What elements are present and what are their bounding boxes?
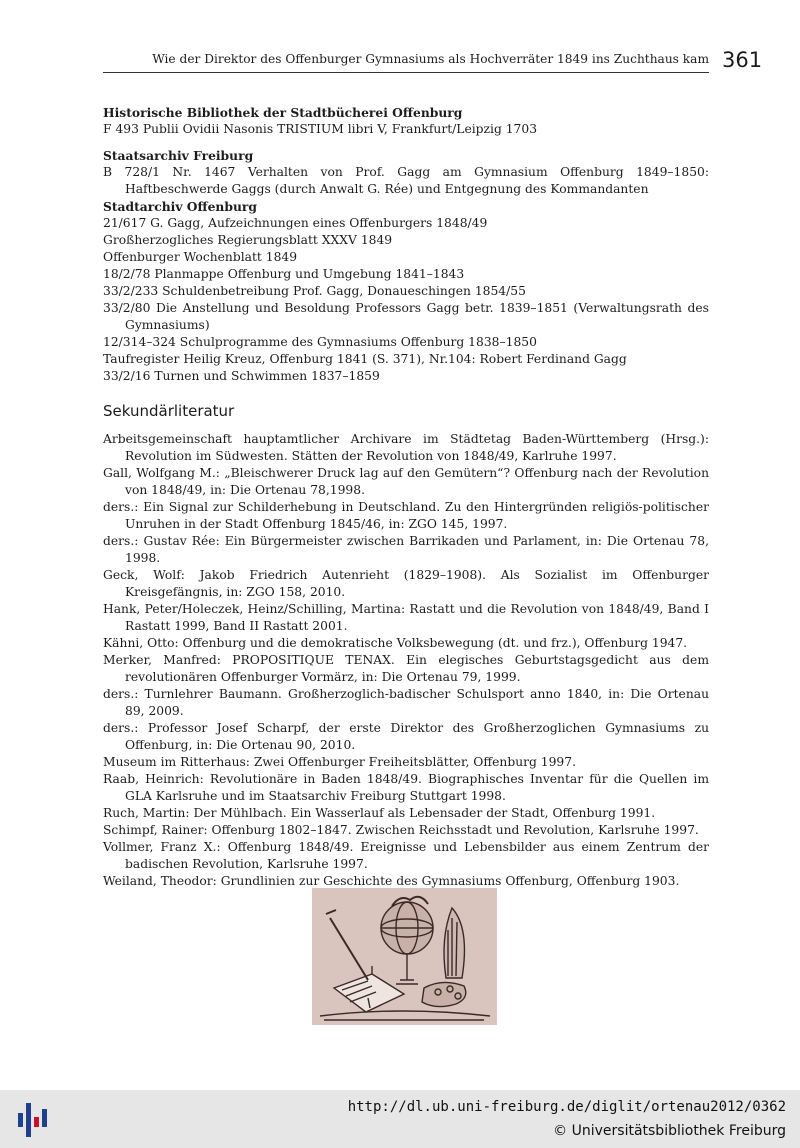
running-header-title: Wie der Direktor des Offenburger Gymnasiums als Hochverräter 1849 ins Zuchthaus kam — [152, 52, 709, 66]
archive-block — [103, 198, 709, 385]
bibliography-entry: Geck, Wolf: Jakob Friedrich Autenrieht (1829–1908). Als Sozialist im Offenburger Kreisgefängnis, in: ZGO 158, 2010. — [103, 568, 709, 599]
archive-title: Staatsarchiv Freiburg — [103, 148, 254, 163]
vignette-globe-book-icon — [312, 888, 497, 1025]
bibliography-entry: Schimpf, Rainer: Offenburg 1802–1847. Zwischen Reichsstadt und Revolution, Karlsruhe 1997. — [103, 823, 699, 837]
running-header — [103, 48, 709, 73]
archive-line: B 728/1 Nr. 1467 Verhalten von Prof. Gagg am Gymnasium Offenburg 1849–1850: Haftbeschwerde Gaggs (durch Anwalt G. Rée) und Entgegnung des Kommandanten — [103, 165, 709, 196]
footer-url-link[interactable]: http://dl.ub.uni-freiburg.de/diglit/ortenau2012/0362 — [347, 1099, 786, 1115]
bibliography-entry: ders.: Gustav Rée: Ein Bürgermeister zwischen Barrikaden und Parlament, in: Die Ortenau 78, 1998. — [103, 534, 709, 565]
archive-line: 18/2/78 Planmappe Offenburg und Umgebung 1841–1843 — [103, 267, 465, 281]
bibliography-entry: Raab, Heinrich: Revolutionäre in Baden 1848/49. Biographisches Inventar für die Quellen im GLA Karlsruhe und im Staatsarchiv Freiburg Stuttgart 1998. — [103, 772, 709, 803]
archive-line: 21/617 G. Gagg, Aufzeichnungen eines Offenburgers 1848/49 — [103, 216, 488, 230]
page-content — [103, 104, 709, 890]
archive-title: Historische Bibliothek der Stadtbücherei Offenburg — [103, 105, 463, 120]
archive-line: F 493 Publii Ovidii Nasonis TRISTIUM libri V, Frankfurt/Leipzig 1703 — [103, 122, 538, 136]
archive-block — [103, 104, 709, 138]
bibliography-entry: Hank, Peter/Holeczek, Heinz/Schilling, Martina: Rastatt und die Revolution von 1848/49, Band I Rastatt 1999, Band II Rastatt 2001. — [103, 602, 709, 633]
library-logo-icon — [14, 1099, 54, 1139]
bibliography-entry: ders.: Turnlehrer Baumann. Großherzoglich-badischer Schulsport anno 1840, in: Die Ortenau 89, 2009. — [103, 687, 709, 718]
footer-bar — [0, 1090, 800, 1148]
bibliography-entry: ders.: Ein Signal zur Schilderhebung in Deutschland. Zu den Hintergründen religiös-politischer Unruhen in der Stadt Offenburg 1845/46, in: ZGO 145, 1997. — [103, 500, 709, 531]
section-heading: Sekundärliteratur — [103, 402, 235, 420]
bibliography-list — [103, 431, 709, 890]
bibliography-entry: ders.: Professor Josef Scharpf, der erste Direktor des Großherzoglichen Gymnasiums zu Offenburg, in: Die Ortenau 90, 2010. — [103, 721, 709, 752]
archive-block — [103, 147, 709, 198]
bibliography-entry: Museum im Ritterhaus: Zwei Offenburger Freiheitsblätter, Offenburg 1997. — [103, 755, 576, 769]
bibliography-entry: Weiland, Theodor: Grundlinien zur Geschichte des Gymnasiums Offenburg, Offenburg 1903. — [103, 874, 680, 888]
archive-line: Großherzogliches Regierungsblatt XXXV 1849 — [103, 233, 393, 247]
archive-line: Offenburger Wochenblatt 1849 — [103, 250, 298, 264]
archive-line: 33/2/80 Die Anstellung und Besoldung Professors Gagg betr. 1839–1851 (Verwaltungsrath des Gymnasiums) — [103, 301, 709, 332]
archive-line: 33/2/16 Turnen und Schwimmen 1837–1859 — [103, 369, 380, 383]
bibliography-entry: Ruch, Martin: Der Mühlbach. Ein Wasserlauf als Lebensader der Stadt, Offenburg 1991. — [103, 806, 656, 820]
archive-line: 12/314–324 Schulprogramme des Gymnasiums Offenburg 1838–1850 — [103, 335, 537, 349]
archive-line: Taufregister Heilig Kreuz, Offenburg 1841 (S. 371), Nr.104: Robert Ferdinand Gagg — [103, 352, 627, 366]
vignette-illustration — [312, 888, 497, 1025]
footer-copyright: © Universitätsbibliothek Freiburg — [553, 1123, 786, 1139]
bibliography-entry: Arbeitsgemeinschaft hauptamtlicher Archivare im Städtetag Baden-Württemberg (Hrsg.): Revolution im Südwesten. Stätten der Revolution von 1848/49, Karlruhe 1997. — [103, 432, 709, 463]
page-number: 361 — [722, 48, 763, 72]
archive-title: Stadtarchiv Offenburg — [103, 199, 257, 214]
bibliography-entry: Merker, Manfred: PROPOSITIQUE TENAX. Ein elegisches Geburtstagsgedicht aus dem revolutionären Offenburger Vormärz, in: Die Ortenau 79, 1999. — [103, 653, 709, 684]
archive-line: 33/2/233 Schuldenbetreibung Prof. Gagg, Donaueschingen 1854/55 — [103, 284, 526, 298]
bibliography-entry: Gall, Wolfgang M.: „Bleischwerer Druck lag auf den Gemütern“? Offenburg nach der Revolution von 1848/49, in: Die Ortenau 78,1998. — [103, 466, 709, 497]
bibliography-entry: Vollmer, Franz X.: Offenburg 1848/49. Ereignisse und Lebensbilder aus einem Zentrum der badischen Revolution, Karlsruhe 1997. — [103, 840, 709, 871]
bibliography-entry: Kähni, Otto: Offenburg und die demokratische Volksbewegung (dt. und frz.), Offenburg 1947. — [103, 636, 688, 650]
